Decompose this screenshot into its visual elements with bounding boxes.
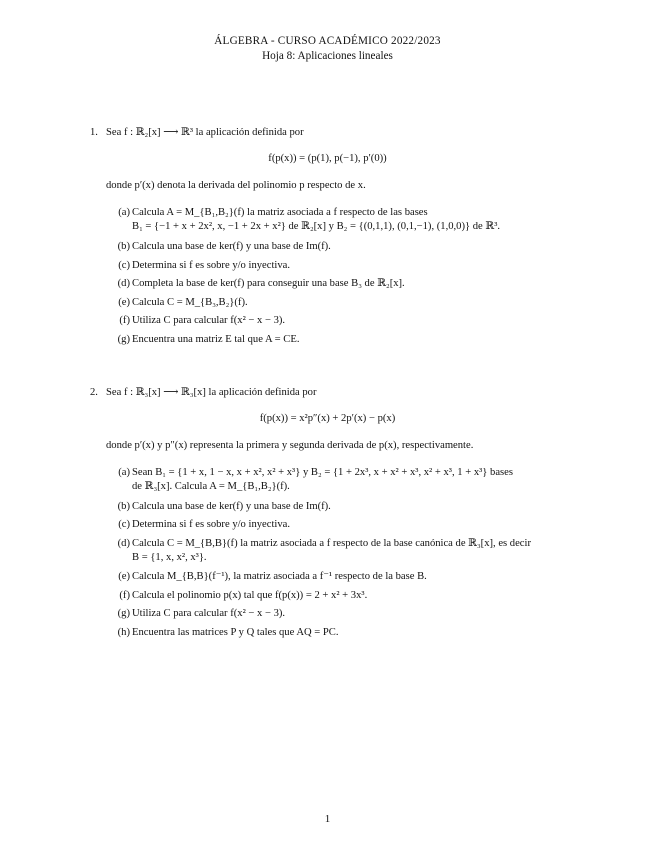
- item-text: Calcula el polinomio p(x) tal que f(p(x)) = 2 + x² + 3x³.: [132, 590, 368, 601]
- item-text: Utiliza C para calcular f(x² − x − 3).: [132, 315, 286, 326]
- item-label: (f): [119, 315, 130, 326]
- item-text: Calcula una base de ker(f) y una base de Im(f).: [132, 501, 331, 512]
- item-text: Calcula C = M_{B,B}(f) la matriz asociada a f respecto de la base canónica de ℝ₃[x], es decir: [132, 538, 531, 549]
- item-text-cont: B₁ = {−1 + x + 2x², x, −1 + 2x + x²} de ℝ₂[x] y B₂ = {(0,1,1), (0,1,−1), (1,0,0)} de ℝ³.: [132, 221, 501, 232]
- problem-2-formula: f(p(x)) = x²p″(x) + 2p′(x) − p(x): [259, 413, 396, 424]
- item-label: (c): [118, 260, 130, 271]
- item-label: (g): [117, 334, 130, 345]
- item-label: (f): [119, 590, 130, 601]
- document-title: ÁLGEBRA - CURSO ACADÉMICO 2022/2023: [214, 35, 441, 47]
- document-header: [0, 34, 655, 63]
- item-label: (d): [117, 278, 130, 289]
- item-text: Completa la base de ker(f) para conseguir una base B₃ de ℝ₂[x].: [132, 278, 405, 289]
- problem-1-statement: Sea f : ℝ₂[x] ⟶ ℝ³ la aplicación definida por: [106, 127, 304, 138]
- problem-1-number: 1.: [90, 127, 98, 138]
- page-number: 1: [324, 813, 331, 825]
- item-text: Calcula C = M_{B₃,B₂}(f).: [132, 297, 248, 308]
- item-label: (g): [117, 608, 130, 619]
- problem-2-note: donde p′(x) y p″(x) representa la primera y segunda derivada de p(x), respectivamente.: [106, 440, 474, 451]
- item-label: (a): [118, 467, 130, 478]
- item-label: (b): [117, 241, 130, 252]
- item-label: (a): [118, 207, 130, 218]
- problem-2-statement: Sea f : ℝ₃[x] ⟶ ℝ₃[x] la aplicación definida por: [106, 387, 317, 398]
- item-text: Determina si f es sobre y/o inyectiva.: [132, 260, 290, 271]
- item-label: (d): [117, 538, 130, 549]
- item-text: Determina si f es sobre y/o inyectiva.: [132, 519, 290, 530]
- document-subtitle: Hoja 8: Aplicaciones lineales: [262, 49, 393, 62]
- item-text-cont: de ℝ₃[x]. Calcula A = M_{B₁,B₂}(f).: [132, 481, 290, 492]
- item-label: (h): [117, 627, 130, 638]
- problem-1-note: donde p′(x) denota la derivada del polinomio p respecto de x.: [106, 180, 366, 191]
- item-text: Encuentra una matriz E tal que A = CE.: [132, 334, 300, 345]
- item-label: (e): [118, 297, 130, 308]
- item-text: Calcula una base de ker(f) y una base de Im(f).: [132, 241, 331, 252]
- item-label: (b): [117, 501, 130, 512]
- problem-2-number: 2.: [90, 387, 98, 398]
- problem-1-formula: f(p(x)) = (p(1), p(−1), p′(0)): [268, 153, 387, 164]
- item-label: (c): [118, 519, 130, 530]
- item-text: Utiliza C para calcular f(x² − x − 3).: [132, 608, 286, 619]
- item-label: (e): [118, 571, 130, 582]
- item-text: Calcula M_{B,B}(f⁻¹), la matriz asociada a f⁻¹ respecto de la base B.: [132, 571, 427, 582]
- item-text: Sean B₁ = {1 + x, 1 − x, x + x², x² + x³} y B₂ = {1 + 2x³, x + x² + x³, x² + x³, 1 + x³} bases: [132, 467, 513, 478]
- item-text-cont: B = {1, x, x², x³}.: [132, 552, 207, 563]
- item-text: Calcula A = M_{B₁,B₂}(f) la matriz asociada a f respecto de las bases: [132, 207, 428, 218]
- item-text: Encuentra las matrices P y Q tales que AQ = PC.: [132, 627, 339, 638]
